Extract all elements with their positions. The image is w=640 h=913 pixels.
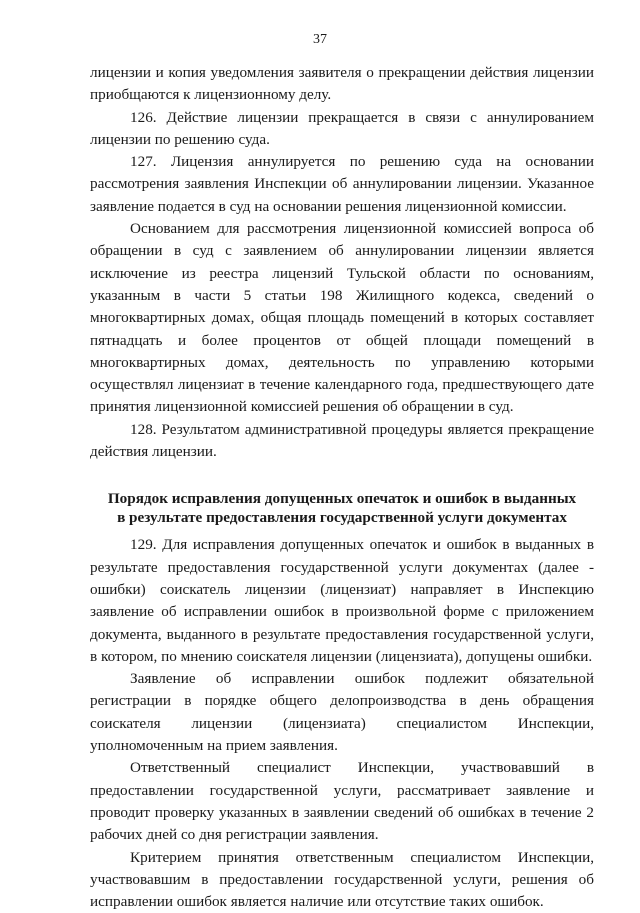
paragraph-126: 126. Действие лицензии прекращается в связи с аннулированием лицензии по решению суда. [90,107,594,152]
paragraph-127: 127. Лицензия аннулируется по решению суда на основании рассмотрения заявления Инспекции об аннулировании лицензии. Указанное заявление подается в суд на основании решения лицензионной комиссии. [90,151,594,218]
paragraph-criterion: Критерием принятия ответственным специалистом Инспекции, участвовавшим в предоставлении государственной услуги, решения об исправлении ошибок является наличие или отсутствие таких ошибок. [90,847,594,913]
document-body [90,62,594,913]
paragraph-128: 128. Результатом административной процедуры является прекращение действия лицензии. [90,419,594,464]
paragraph-129: 129. Для исправления допущенных опечаток и ошибок в выданных в результате предоставления государственной услуги документах (далее - ошибки) соискатель лицензии (лицензиат) направляет в Инспекцию заявление об исправлении ошибок в произвольной форме с приложением документа, выданного в результате предоставления государственной услуги, в котором, по мнению соискателя лицензии (лицензиата), допущены ошибки. [90,534,594,668]
paragraph-review: Ответственный специалист Инспекции, участвовавший в предоставлении государственной услуги, рассматривает заявление и проводит проверку указанных в заявлении сведений об ошибках в течение 2 рабочих дней со дня регистрации заявления. [90,757,594,846]
paragraph-registration: Заявление об исправлении ошибок подлежит обязательной регистрации в порядке общего делопроизводства в день обращения соискателя лицензии (лицензиата) специалистом Инспекции, уполномоченным на прием заявления. [90,668,594,757]
section-heading-line-1: Порядок исправления допущенных опечаток и ошибок в выданных [108,490,576,507]
page-number: 37 [0,31,640,49]
section-heading-line-2: в результате предоставления государственной услуги документах [117,509,567,526]
paragraph-continuation: лицензии и копия уведомления заявителя о прекращении действия лицензии приобщаются к лицензионному делу. [90,62,594,107]
section-heading [90,489,594,527]
paragraph-grounds: Основанием для рассмотрения лицензионной комиссией вопроса об обращении в суд с заявлением об аннулировании лицензии является исключение из реестра лицензий Тульской области по основаниям, указанным в части 5 статьи 198 Жилищного кодекса, сведений о многоквартирных домах, общая площадь помещений в которых составляет пятнадцать и более процентов от общей площади помещений в многоквартирных домах, деятельность по управлению которыми осуществлял лицензиат в течение календарного года, предшествующего дате принятия лицензионной комиссией решения об обращении в суд. [90,218,594,419]
